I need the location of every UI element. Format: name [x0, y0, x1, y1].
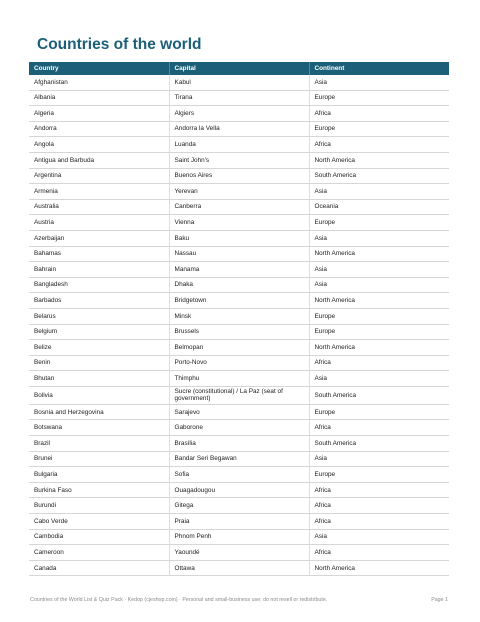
- cell-continent: North America: [309, 246, 449, 262]
- table-row: [29, 482, 449, 498]
- cell-capital: Brussels: [169, 324, 309, 340]
- cell-capital: Bandar Seri Begawan: [169, 451, 309, 467]
- cell-capital: Algiers: [169, 106, 309, 122]
- cell-country: Cambodia: [29, 529, 169, 545]
- cell-capital: Baku: [169, 230, 309, 246]
- table-row: [29, 137, 449, 153]
- cell-continent: South America: [309, 168, 449, 184]
- cell-continent: Africa: [309, 498, 449, 514]
- cell-capital: Dhaka: [169, 277, 309, 293]
- cell-continent: South America: [309, 436, 449, 452]
- cell-country: Burundi: [29, 498, 169, 514]
- cell-continent: Europe: [309, 215, 449, 231]
- page-number: Page 1: [431, 597, 448, 603]
- table-row: [29, 215, 449, 231]
- cell-country: Burkina Faso: [29, 482, 169, 498]
- table-row: [29, 420, 449, 436]
- table-row: [29, 451, 449, 467]
- cell-country: Bahrain: [29, 262, 169, 278]
- cell-continent: North America: [309, 340, 449, 356]
- cell-country: Armenia: [29, 184, 169, 200]
- cell-capital: Belmopan: [169, 340, 309, 356]
- cell-continent: Asia: [309, 262, 449, 278]
- cell-continent: Africa: [309, 355, 449, 371]
- cell-country: Belgium: [29, 324, 169, 340]
- table-row: [29, 262, 449, 278]
- cell-capital: Tirana: [169, 90, 309, 106]
- cell-continent: Africa: [309, 420, 449, 436]
- cell-capital: Nassau: [169, 246, 309, 262]
- cell-continent: North America: [309, 293, 449, 309]
- table-row: [29, 308, 449, 324]
- cell-capital: Saint John's: [169, 152, 309, 168]
- table-row: [29, 371, 449, 387]
- table-row: [29, 404, 449, 420]
- cell-continent: Europe: [309, 121, 449, 137]
- cell-country: Argentina: [29, 168, 169, 184]
- cell-continent: North America: [309, 152, 449, 168]
- table-row: [29, 199, 449, 215]
- cell-continent: Asia: [309, 277, 449, 293]
- cell-country: Brunei: [29, 451, 169, 467]
- table-row: [29, 293, 449, 309]
- cell-country: Bangladesh: [29, 277, 169, 293]
- cell-country: Benin: [29, 355, 169, 371]
- cell-country: Antigua and Barbuda: [29, 152, 169, 168]
- cell-country: Bulgaria: [29, 467, 169, 483]
- table-row: [29, 467, 449, 483]
- table-header-row: [29, 62, 449, 75]
- cell-capital: Brasília: [169, 436, 309, 452]
- cell-capital: Ottawa: [169, 560, 309, 576]
- cell-continent: South America: [309, 386, 449, 404]
- header-capital: Capital: [169, 62, 309, 75]
- table-row: [29, 75, 449, 90]
- cell-capital: Manama: [169, 262, 309, 278]
- header-continent: Continent: [309, 62, 449, 75]
- table-row: [29, 355, 449, 371]
- cell-continent: Africa: [309, 137, 449, 153]
- cell-capital: Gitega: [169, 498, 309, 514]
- cell-country: Australia: [29, 199, 169, 215]
- header-country: Country: [34, 65, 59, 72]
- cell-continent: Asia: [309, 451, 449, 467]
- cell-capital: Phnom Penh: [169, 529, 309, 545]
- cell-capital: Kabul: [169, 75, 309, 90]
- cell-capital: Sucre (constitutional) / La Paz (seat of government): [169, 386, 309, 404]
- cell-country: Austria: [29, 215, 169, 231]
- table-body: [29, 75, 449, 576]
- cell-capital: Ouagadougou: [169, 482, 309, 498]
- cell-continent: Asia: [309, 75, 449, 90]
- cell-capital: Praia: [169, 514, 309, 530]
- table-row: [29, 560, 449, 576]
- table-row: [29, 246, 449, 262]
- cell-country: Cabo Verde: [29, 514, 169, 530]
- table-row: [29, 386, 449, 404]
- cell-continent: Europe: [309, 467, 449, 483]
- cell-capital: Yaoundé: [169, 545, 309, 561]
- footer-note: Countries of the World List & Quiz Pack · Kedop (cjeshop.com) · Personal and small-business use; do not resell or redistribute.: [30, 597, 328, 603]
- table-row: [29, 90, 449, 106]
- cell-country: Belize: [29, 340, 169, 356]
- cell-country: Botswana: [29, 420, 169, 436]
- table-row: [29, 514, 449, 530]
- table-row: [29, 121, 449, 137]
- cell-capital: Buenos Aires: [169, 168, 309, 184]
- cell-country: Bolivia: [29, 386, 169, 404]
- cell-continent: Africa: [309, 106, 449, 122]
- table-row: [29, 340, 449, 356]
- table-row: [29, 184, 449, 200]
- table-row: [29, 498, 449, 514]
- cell-country: Algeria: [29, 106, 169, 122]
- table-row: [29, 152, 449, 168]
- cell-continent: Europe: [309, 324, 449, 340]
- cell-country: Bahamas: [29, 246, 169, 262]
- cell-capital: Andorra la Vella: [169, 121, 309, 137]
- cell-country: Albania: [29, 90, 169, 106]
- table-row: [29, 230, 449, 246]
- cell-country: Bhutan: [29, 371, 169, 387]
- cell-capital: Vienna: [169, 215, 309, 231]
- cell-country: Brazil: [29, 436, 169, 452]
- table-row: [29, 277, 449, 293]
- cell-capital: Sarajevo: [169, 404, 309, 420]
- table-row: [29, 324, 449, 340]
- cell-country: Angola: [29, 137, 169, 153]
- cell-continent: Europe: [309, 308, 449, 324]
- cell-capital: Thimphu: [169, 371, 309, 387]
- cell-country: Canada: [29, 560, 169, 576]
- table-row: [29, 106, 449, 122]
- cell-capital: Gaborone: [169, 420, 309, 436]
- cell-capital: Sofia: [169, 467, 309, 483]
- cell-continent: Asia: [309, 184, 449, 200]
- cell-capital: Bridgetown: [169, 293, 309, 309]
- cell-country: Andorra: [29, 121, 169, 137]
- table-row: [29, 436, 449, 452]
- cell-country: Cameroon: [29, 545, 169, 561]
- countries-table: [29, 62, 449, 576]
- cell-continent: Asia: [309, 529, 449, 545]
- cell-country: Azerbaijan: [29, 230, 169, 246]
- cell-country: Afghanistan: [29, 75, 169, 90]
- table-row: [29, 168, 449, 184]
- cell-continent: Asia: [309, 371, 449, 387]
- cell-country: Barbados: [29, 293, 169, 309]
- cell-capital: Luanda: [169, 137, 309, 153]
- cell-continent: North America: [309, 560, 449, 576]
- cell-country: Bosnia and Herzegovina: [29, 404, 169, 420]
- cell-continent: Africa: [309, 545, 449, 561]
- table-row: [29, 545, 449, 561]
- cell-continent: Asia: [309, 230, 449, 246]
- cell-continent: Europe: [309, 90, 449, 106]
- cell-capital: Canberra: [169, 199, 309, 215]
- page-title: Countries of the world: [37, 36, 202, 53]
- cell-continent: Africa: [309, 514, 449, 530]
- cell-continent: Oceania: [309, 199, 449, 215]
- cell-continent: Africa: [309, 482, 449, 498]
- cell-capital: Minsk: [169, 308, 309, 324]
- cell-country: Belarus: [29, 308, 169, 324]
- cell-capital: Yerevan: [169, 184, 309, 200]
- cell-capital: Porto-Novo: [169, 355, 309, 371]
- cell-continent: Europe: [309, 404, 449, 420]
- table-row: [29, 529, 449, 545]
